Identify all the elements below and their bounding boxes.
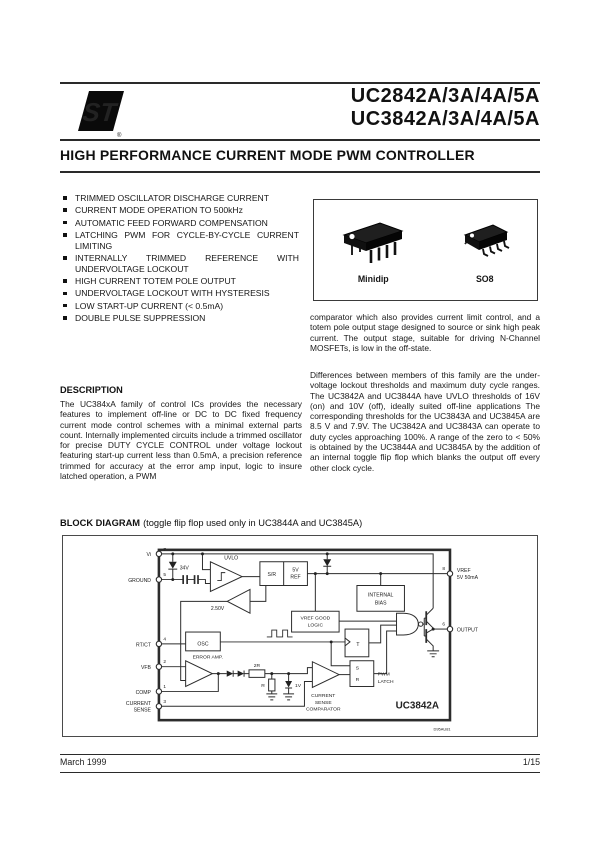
feature-text: LOW START-UP CURRENT (< 0.5mA)	[75, 300, 224, 311]
bullet-square-icon	[63, 292, 67, 296]
feature-item	[62, 276, 299, 287]
feature-item	[62, 193, 299, 204]
package-label-minidip: Minidip	[357, 273, 389, 284]
bullet-square-icon	[63, 208, 67, 212]
header-rule	[60, 139, 540, 141]
bullet-square-icon	[63, 221, 67, 225]
nor-gate-symbol	[397, 613, 419, 635]
bullet-square-icon	[63, 304, 67, 308]
pin-label-vfb: VFB	[141, 665, 151, 672]
pin-current-sense	[156, 704, 161, 709]
feature-text: INTERNALLY TRIMMED REFERENCE WITH UNDERVOLTAGE LOCKOUT	[75, 252, 299, 274]
package-label-so8: SO8	[475, 273, 494, 284]
pin-label-current: CURRENT	[125, 700, 151, 707]
sr-label: S/R	[267, 572, 277, 579]
ref-5v-label: 5V	[292, 567, 299, 574]
resistor-2r-label: 2R	[253, 664, 261, 670]
diagram-wires	[159, 550, 450, 720]
part-number-line1: UC2842A/3A/4A/5A	[350, 85, 540, 107]
pin-number-8: 8	[442, 567, 446, 573]
ref-buffer-symbol	[227, 589, 250, 613]
pin-label-output: OUTPUT	[456, 627, 478, 634]
features-list	[62, 193, 299, 325]
feature-item	[62, 288, 299, 299]
internal-bias-label1: INTERNAL	[368, 592, 394, 599]
internal-bias-label2: BIAS	[374, 600, 387, 607]
nor-gate-bubble	[419, 622, 423, 626]
pin-number-6: 6	[442, 622, 446, 628]
csc-label1: CURRENT	[311, 693, 336, 699]
feature-item	[62, 301, 299, 312]
package-so8	[455, 217, 515, 284]
csc-label3: COMPARATOR	[305, 707, 341, 713]
feature-text: HIGH CURRENT TOTEM POLE OUTPUT	[75, 276, 236, 287]
error-amp-label: ERROR AMP.	[192, 655, 223, 661]
pin-number-2: 2	[163, 660, 167, 666]
block-diagram-title: BLOCK DIAGRAM	[60, 518, 141, 528]
block-diagram-svg	[63, 536, 536, 735]
paragraph-output-stage: comparator which also provides current limit control, and a totem pole output stage designed to source or sink high peak current. The output stage, suitable for driving N-Channel MOSFETs, is low in the off-state.	[310, 312, 540, 353]
st-logo-image	[66, 87, 126, 139]
feature-item	[62, 218, 299, 229]
ref-label: REF	[290, 574, 301, 581]
package-box	[313, 199, 538, 301]
pin-number-5: 5	[163, 573, 167, 579]
top-rule	[60, 82, 540, 84]
title-rule	[60, 171, 540, 173]
footer-rule-bottom	[60, 772, 540, 773]
footer-rule-top	[60, 754, 540, 755]
csc-label2: SENSE	[314, 700, 332, 706]
feature-item	[62, 205, 299, 216]
bullet-square-icon	[63, 233, 67, 237]
pin-label-ground: GROUND	[128, 578, 151, 585]
pin-vref	[447, 571, 452, 576]
feature-text: LATCHING PWM FOR CYCLE-BY-CYCLE CURRENT LIMITING	[75, 229, 299, 251]
vref-good-label2: LOGIC	[307, 623, 324, 629]
pin-vi	[156, 551, 161, 556]
pin-label-rtct: RT/CT	[135, 642, 151, 649]
st-logo-letters: ST	[81, 97, 118, 127]
so8-package-image	[455, 217, 515, 271]
latch-label: LATCH	[377, 680, 394, 686]
pin-number-4: 4	[163, 637, 167, 643]
registered-mark: ®	[117, 133, 122, 139]
latch-s-label: S	[355, 666, 360, 672]
st-logo	[66, 87, 126, 144]
bullet-square-icon	[63, 196, 67, 200]
bullet-square-icon	[63, 256, 67, 260]
package-minidip	[336, 217, 410, 284]
osc-label: OSC	[197, 641, 209, 648]
pin-comp	[156, 689, 161, 694]
pin-label-vref-rating: 5V 50mA	[456, 575, 479, 582]
figure-code: D95AU81	[433, 726, 451, 732]
pin-number-1: 1	[163, 684, 167, 690]
uvlo-comparator-symbol	[210, 562, 242, 592]
pin-number-7: 7	[163, 547, 167, 553]
zener-34v-label: 34V	[179, 565, 189, 572]
pin-ground	[156, 577, 161, 582]
feature-item	[62, 253, 299, 275]
description-body: The UC384xA family of control ICs provides the necessary features to implement off-line or DC to DC fixed frequency current mode control schemes with a minimal external parts count. Internally implemented circuits include a trimmed oscillator for precise DUTY CYCLE CONTROL under voltage lockout featuring start-up current less than 0.5mA, a precision reference trimmed for accuracy at the error amp input, logic to insure latched operation, a PWM	[60, 399, 302, 482]
buffer-250v-label: 2.50V	[210, 606, 225, 613]
description-heading: DESCRIPTION	[60, 385, 123, 395]
pwm-label: PWM	[377, 672, 390, 678]
part-numbers	[260, 85, 540, 131]
pin-label-vi: Vi	[146, 551, 151, 558]
pin-rtct	[156, 641, 161, 646]
footer-date: March 1999	[60, 757, 107, 767]
feature-text: TRIMMED OSCILLATOR DISCHARGE CURRENT	[75, 193, 270, 203]
resistor-r-label: R	[261, 683, 265, 689]
error-amp-symbol	[186, 661, 213, 687]
pin-number-3: 3	[163, 699, 167, 705]
chip-name-label: UC3842A	[395, 700, 440, 712]
bullet-square-icon	[63, 316, 67, 320]
minidip-package-image	[336, 217, 410, 271]
uvlo-label: UVLO	[224, 555, 239, 562]
paragraph-family-differences: Differences between members of this family are the under-voltage lockout thresholds and maximum duty cycle ranges. The UC3842A and UC3844A have UVLO thresholds of 16V (on) and 10V (off), ideally suited off-line applications The corresponding thresholds for the UC3843A and UC3845A are 8.5 V and 7.9V. The UC3842A and UC3843A can operate to duty cycles approaching 100%. A range of the zero to < 50% is obtained by the UC3844A and UC3845A by the addition of an internal toggle flip flop which blanks the output off every other clock cycle.	[310, 370, 540, 473]
bullet-square-icon	[63, 279, 67, 283]
zener-1v-label: 1V	[295, 683, 302, 689]
toggle-t-label: T	[356, 641, 360, 648]
pin-vfb	[156, 664, 161, 669]
feature-item	[62, 230, 299, 252]
feature-item	[62, 313, 299, 324]
page-title: HIGH PERFORMANCE CURRENT MODE PWM CONTROLLER	[60, 147, 475, 163]
pin-output	[447, 626, 452, 631]
footer-page-number: 1/15	[522, 757, 540, 767]
block-diagram-heading	[60, 518, 362, 528]
vref-good-label1: VREF GOOD	[300, 616, 331, 622]
feature-text: CURRENT MODE OPERATION TO 500kHz	[75, 205, 243, 216]
part-number-line2: UC3842A/3A/4A/5A	[350, 108, 540, 130]
pin-label-comp: COMP	[135, 689, 151, 696]
feature-text: AUTOMATIC FEED FORWARD COMPENSATION	[75, 217, 268, 228]
resistor-r	[269, 679, 275, 691]
feature-text: DOUBLE PULSE SUPPRESSION	[75, 312, 206, 323]
pin-label-vref: VREF	[456, 568, 471, 575]
block-diagram-note: (toggle flip flop used only in UC3844A and UC3845A)	[143, 518, 363, 528]
pwm-latch-block	[350, 661, 374, 687]
block-diagram-figure	[62, 535, 538, 737]
latch-r-label: R	[355, 678, 360, 684]
resistor-2r	[249, 670, 265, 678]
feature-text: UNDERVOLTAGE LOCKOUT WITH HYSTERESIS	[75, 288, 270, 299]
pin-label-sense: SENSE	[133, 707, 151, 714]
